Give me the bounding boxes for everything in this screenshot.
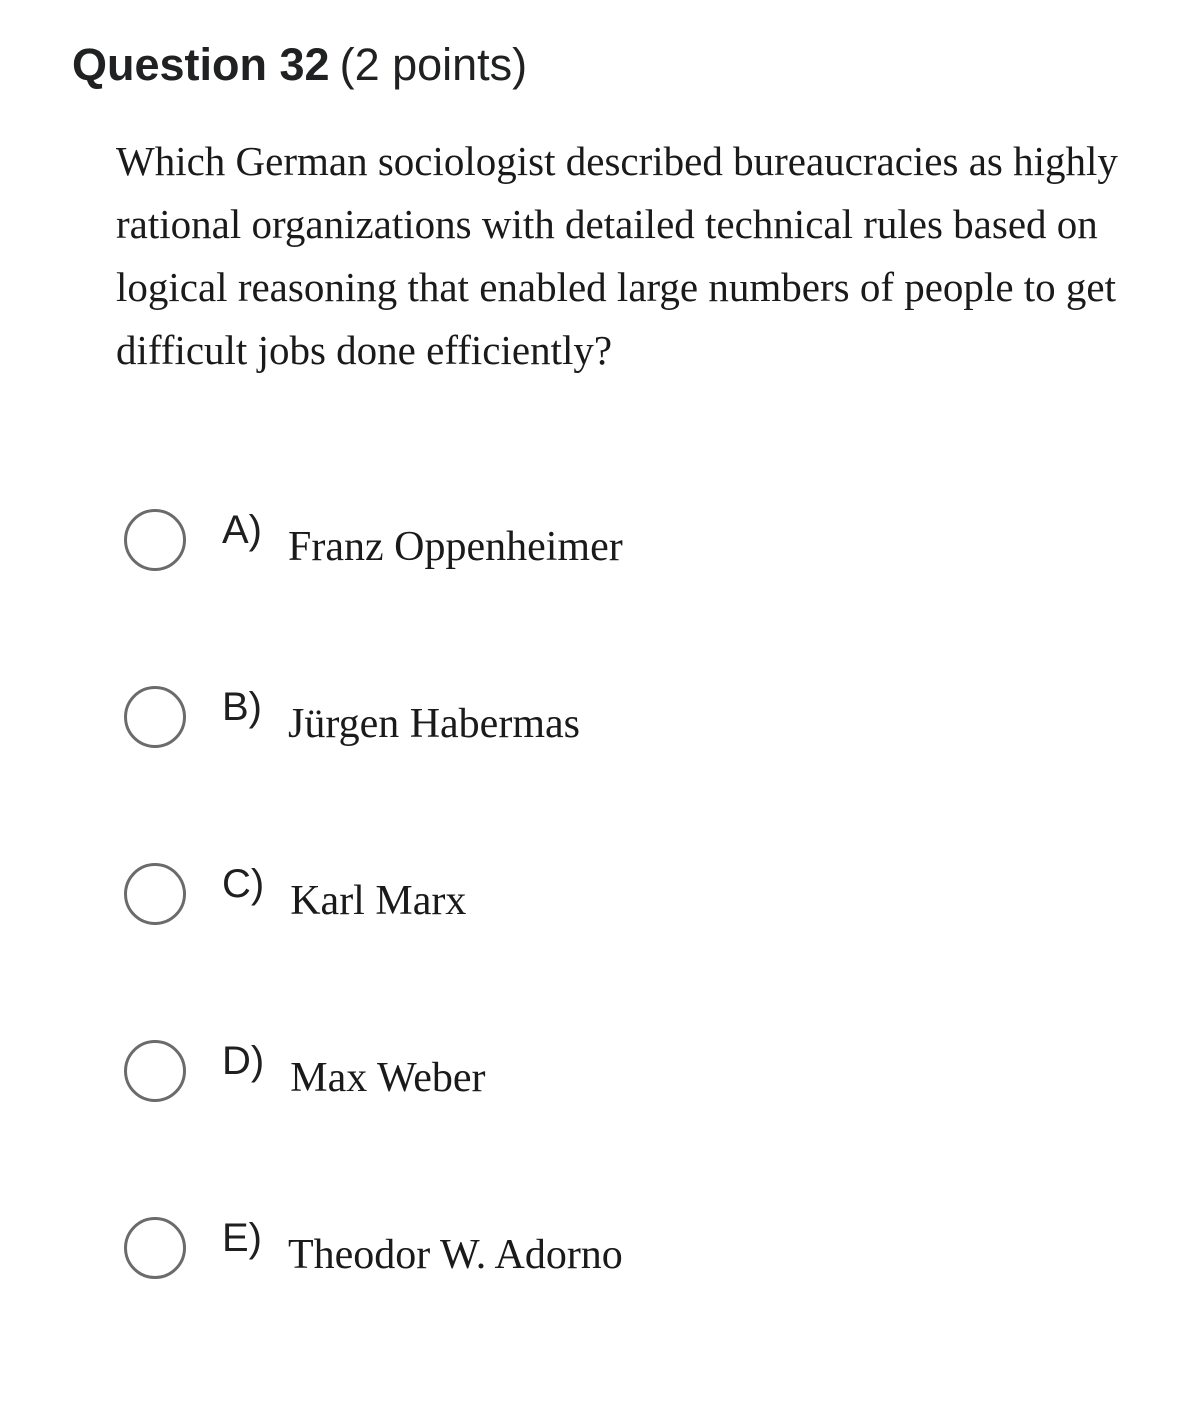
option-text: Karl Marx <box>290 878 467 924</box>
question-number: Question 32 <box>72 39 330 90</box>
question-points: (2 points) <box>339 39 528 90</box>
option-text: Theodor W. Adorno <box>288 1232 623 1278</box>
option-text: Franz Oppenheimer <box>288 524 623 570</box>
option-a[interactable] <box>124 504 623 576</box>
option-letter: A) <box>222 507 262 552</box>
option-d[interactable] <box>124 1035 486 1107</box>
radio-button-a[interactable] <box>124 509 186 571</box>
option-text: Max Weber <box>290 1055 486 1101</box>
radio-button-b[interactable] <box>124 686 186 748</box>
radio-button-c[interactable] <box>124 863 186 925</box>
radio-button-e[interactable] <box>124 1217 186 1279</box>
option-letter: D) <box>222 1038 265 1083</box>
option-b[interactable] <box>124 681 580 753</box>
option-letter: B) <box>222 684 262 729</box>
option-letter: E) <box>222 1215 262 1260</box>
question-text: Which German sociologist described bureaucracies as highly rational organizations with detailed technical rules based on logical reasoning that enabled large numbers of people to get difficult jobs done efficiently? <box>116 138 1118 373</box>
radio-button-d[interactable] <box>124 1040 186 1102</box>
option-e[interactable] <box>124 1212 623 1284</box>
option-c[interactable] <box>124 858 466 930</box>
option-text: Jürgen Habermas <box>288 701 580 747</box>
option-letter: C) <box>222 861 265 906</box>
